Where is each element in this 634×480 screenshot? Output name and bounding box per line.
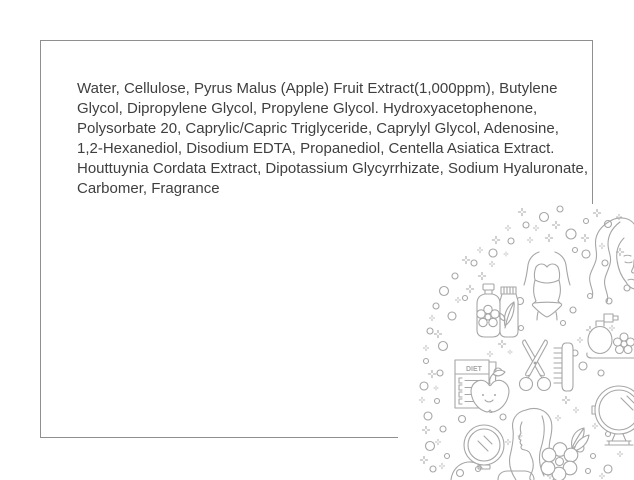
flower-icon (541, 428, 589, 480)
bikini-body-icon (524, 252, 570, 320)
scissors-icon (520, 340, 551, 391)
ingredients-line: Carbomer, Fragrance (77, 180, 220, 197)
lotion-bottle-icon (477, 284, 500, 337)
ingredients-line: Glycol, Dipropylene Glycol, Propylene Glycol. Hydroxyacetophenone, (77, 100, 538, 117)
perfume-atomizer-icon (587, 314, 634, 358)
ingredients-text (77, 79, 588, 199)
cream-tube-icon (499, 287, 518, 337)
ingredients-line: Polysorbate 20, Caprylic/Capric Triglyceride, Caprylyl Glycol, Adenosine, (77, 120, 559, 137)
table-mirror-icon (592, 386, 634, 445)
beauty-illustration (398, 204, 634, 480)
diet-label: DIET (466, 366, 482, 373)
ingredients-line: Water, Cellulose, Pyrus Malus (Apple) Fruit Extract(1,000ppm), Butylene (77, 80, 558, 97)
comb-icon (554, 343, 573, 391)
ingredients-line: 1,2-Hexanediol, Disodium EDTA, Propanediol, Centella Asiatica Extract. (77, 140, 555, 157)
woman-face-icon (590, 218, 634, 302)
ingredients-line: Houttuynia Cordata Extract, Dipotassium Glycyrrhizate, Sodium Hyaluronate, (77, 160, 589, 177)
